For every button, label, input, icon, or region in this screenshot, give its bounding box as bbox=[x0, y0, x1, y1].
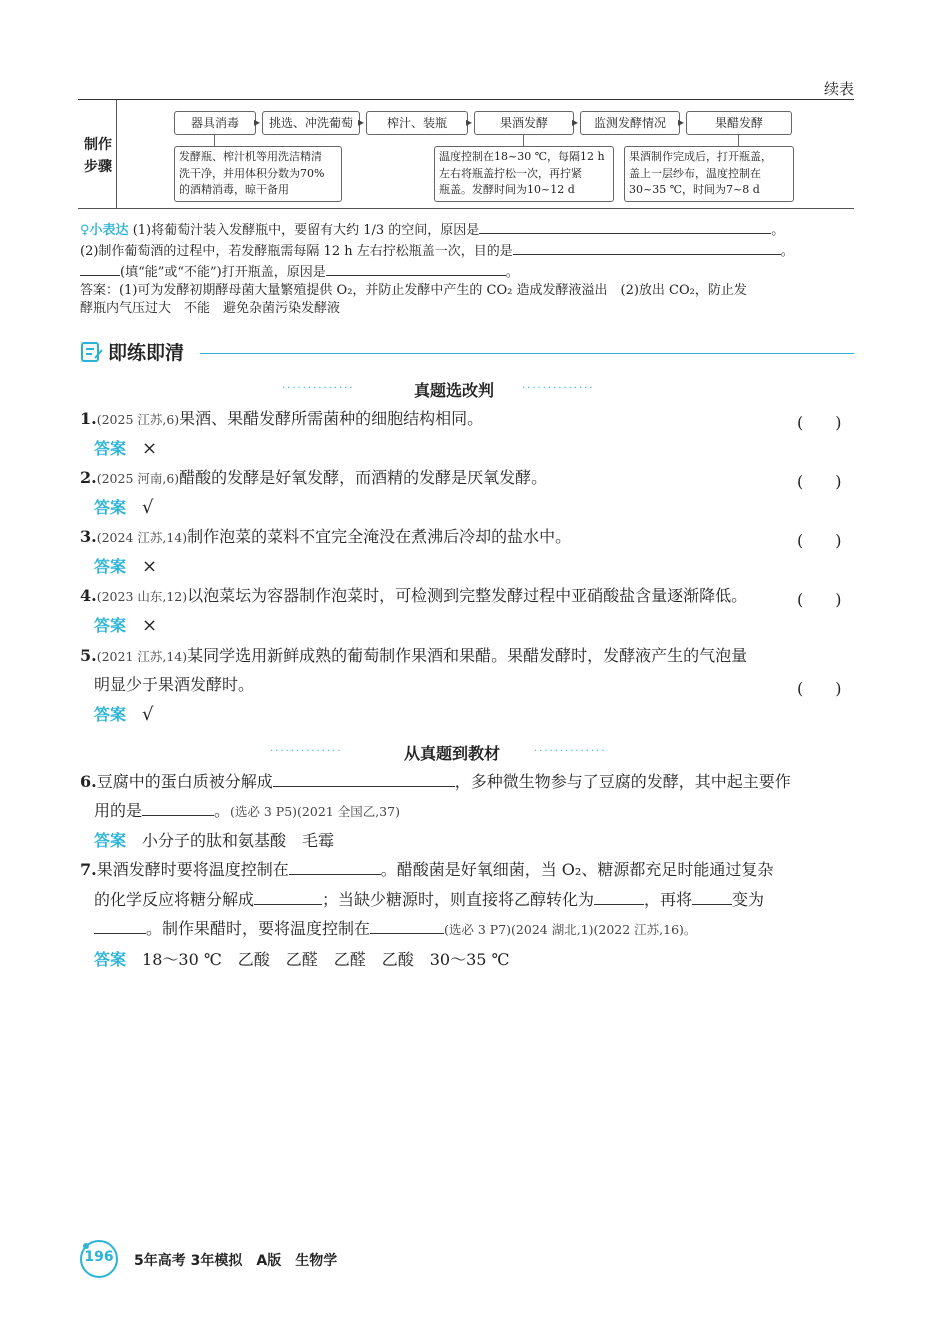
question-number: 2. bbox=[80, 468, 97, 487]
answer-label: 答案 bbox=[94, 439, 127, 458]
connector-line bbox=[214, 134, 215, 146]
arrow-right-icon: ▸ bbox=[572, 115, 579, 129]
row-label-line2: 步骤 bbox=[84, 159, 112, 175]
question-source: (选必 3 P7)(2024 湖北,1)(2022 江苏,16)。 bbox=[444, 922, 697, 937]
answer-row-6 bbox=[94, 828, 334, 851]
question-source: (2021 江苏,14) bbox=[96, 649, 188, 664]
answer-blank[interactable] bbox=[479, 219, 771, 234]
note-vinegar-fermentation bbox=[624, 146, 794, 202]
question-text: 。醋酸菌是好氧细菌，当 O₂、糖源都充足时能通过复杂 bbox=[380, 860, 774, 879]
note-line: 瓶盖。发酵时间为10~12 d bbox=[439, 183, 575, 196]
question-7-line2 bbox=[94, 886, 764, 914]
question-5-line2: 明显少于果酒发酵时。 bbox=[94, 675, 255, 694]
answer-value: √ bbox=[142, 497, 154, 518]
question-source: (2025 江苏,6) bbox=[96, 412, 180, 427]
section-title: 即练即清 bbox=[108, 342, 185, 364]
dotted-decoration: ·············· bbox=[270, 746, 343, 757]
express-answer-line2: 酵瓶内气压过大 不能 避免杂菌污染发酵液 bbox=[80, 301, 341, 316]
answer-row-4 bbox=[94, 613, 157, 636]
continued-label: 续表 bbox=[823, 80, 854, 98]
connector-line bbox=[738, 134, 739, 146]
note-line: 30~35 ℃，时间为7~8 d bbox=[629, 183, 760, 196]
question-source: (2023 山东,12) bbox=[96, 589, 188, 604]
note-line: 盖上一层纱布，温度控制在 bbox=[629, 166, 761, 180]
note-line: 发酵瓶、榨汁机等用洗洁精清 bbox=[179, 150, 322, 163]
period: 。 bbox=[780, 244, 794, 259]
table-top-rule bbox=[78, 99, 854, 100]
question-text: 醋酸的发酵是好氧发酵，而酒精的发酵是厌氧发酵。 bbox=[179, 468, 548, 487]
period: 。 bbox=[505, 265, 519, 280]
express-q1 bbox=[80, 219, 860, 242]
express-q1-text: (1)将葡萄汁装入发酵瓶中，要留有大约 1/3 的空间，原因是 bbox=[132, 223, 480, 238]
answer-value: 小分子的肽和氨基酸 毛霉 bbox=[142, 831, 335, 850]
question-text: ，再将 bbox=[644, 890, 693, 909]
answer-paren[interactable]: ( ) bbox=[797, 413, 842, 432]
question-text: ；当缺少糖源时，则直接将乙醇转化为 bbox=[322, 890, 595, 909]
answer-blank[interactable] bbox=[142, 801, 214, 816]
step-box-2: 挑选、冲洗葡萄 bbox=[262, 111, 360, 135]
answer-blank[interactable] bbox=[254, 890, 322, 905]
connector-line bbox=[523, 134, 524, 146]
table-bottom-rule bbox=[78, 208, 854, 209]
answer-blank[interactable] bbox=[326, 261, 506, 276]
question-text: ，多种微生物参与了豆腐的发酵，其中起主要作 bbox=[454, 772, 791, 791]
answer-paren[interactable]: ( ) bbox=[797, 531, 842, 550]
question-text: 变为 bbox=[732, 890, 765, 909]
answer-paren[interactable]: ( ) bbox=[797, 472, 842, 491]
answer-blank[interactable] bbox=[80, 261, 120, 276]
question-source: (选必 3 P5)(2021 全国乙,37) bbox=[230, 804, 400, 819]
question-number: 3. bbox=[80, 527, 97, 546]
question-3 bbox=[80, 523, 571, 552]
answer-label: 答案 bbox=[94, 557, 127, 576]
arrow-right-icon: ▸ bbox=[466, 115, 473, 129]
question-7-line1 bbox=[80, 856, 773, 884]
note-wine-fermentation bbox=[434, 146, 614, 202]
step-box-1: 器具消毒 bbox=[174, 111, 256, 135]
question-text: 果酒发酵时要将温度控制在 bbox=[96, 860, 289, 879]
answer-value: √ bbox=[142, 704, 154, 725]
subsection-title-2: 从真题到教材 bbox=[404, 744, 501, 763]
question-number: 4. bbox=[80, 586, 97, 605]
question-7-line3 bbox=[94, 915, 696, 944]
answer-label: 答案 bbox=[94, 616, 127, 635]
question-text: 某同学选用新鲜成熟的葡萄制作果酒和果醋。果醋发酵时，发酵液产生的气泡量 bbox=[187, 646, 748, 665]
table-row-label bbox=[80, 134, 116, 178]
express-q3-text: (填“能”或“不能”)打开瓶盖，原因是 bbox=[120, 265, 326, 280]
answer-label: 答案 bbox=[94, 705, 127, 724]
step-box-3: 榨汁、装瓶 bbox=[366, 111, 468, 135]
answer-row-5 bbox=[94, 702, 154, 725]
express-label: 小表达 bbox=[89, 223, 129, 238]
question-text: 的化学反应将糖分解成 bbox=[94, 890, 255, 909]
table-column-divider bbox=[116, 100, 117, 208]
question-number: 5. bbox=[80, 646, 97, 665]
arrow-right-icon: ▸ bbox=[358, 115, 365, 129]
page-number: 196 bbox=[84, 1249, 114, 1265]
answer-row-2 bbox=[94, 495, 154, 518]
answer-label: 答案 bbox=[94, 498, 127, 517]
section-rule bbox=[200, 353, 854, 354]
question-2 bbox=[80, 464, 547, 493]
lightbulb-icon: ♀ bbox=[80, 223, 90, 238]
dotted-decoration: ·············· bbox=[522, 383, 595, 394]
answer-value: × bbox=[142, 438, 158, 459]
answer-value: × bbox=[142, 556, 158, 577]
question-text: 。制作果醋时，要将温度控制在 bbox=[146, 919, 371, 938]
question-number: 7. bbox=[80, 860, 97, 879]
question-number: 1. bbox=[80, 409, 97, 428]
answer-blank[interactable] bbox=[94, 919, 146, 934]
answer-value: × bbox=[142, 615, 158, 636]
note-line: 果酒制作完成后，打开瓶盖， bbox=[629, 150, 772, 163]
answer-value: 18～30 ℃ 乙酸 乙醛 乙醛 乙酸 30～35 ℃ bbox=[142, 950, 510, 969]
question-source: (2024 江苏,14) bbox=[96, 530, 188, 545]
note-disinfection bbox=[174, 146, 342, 202]
note-line: 洗干净，并用体积分数为70% bbox=[179, 166, 325, 180]
arrow-right-icon: ▸ bbox=[254, 115, 261, 129]
answer-row-7 bbox=[94, 947, 509, 970]
question-4 bbox=[80, 582, 747, 611]
question-text: 以泡菜坛为容器制作泡菜时，可检测到完整发酵过程中亚硝酸盐含量逐渐降低。 bbox=[187, 586, 748, 605]
notebook-icon bbox=[80, 340, 102, 364]
question-text: 制作泡菜的菜料不宜完全淹没在煮沸后冷却的盐水中。 bbox=[187, 527, 572, 546]
answer-label: 答案 bbox=[94, 950, 127, 969]
answer-paren[interactable]: ( ) bbox=[797, 679, 842, 698]
answer-label: 答案 bbox=[94, 831, 127, 850]
answer-blank[interactable] bbox=[692, 890, 732, 905]
express-answer-line1: 答案：(1)可为发酵初期酵母菌大量繁殖提供 O₂，并防止发酵中产生的 CO₂ 造成发酵液溢出 (2)放出 CO₂，防止发 bbox=[80, 283, 747, 298]
row-label-line1: 制作 bbox=[84, 137, 112, 153]
question-number: 6. bbox=[80, 772, 97, 791]
note-line: 左右将瓶盖拧松一次，再拧紧 bbox=[439, 166, 582, 180]
answer-row-3 bbox=[94, 554, 157, 577]
note-line: 温度控制在18~30 ℃，每隔12 h bbox=[439, 150, 605, 163]
dotted-decoration: ·············· bbox=[282, 383, 355, 394]
answer-blank[interactable] bbox=[513, 240, 781, 255]
step-box-5: 监测发酵情况 bbox=[580, 111, 680, 135]
answer-paren[interactable]: ( ) bbox=[797, 590, 842, 609]
answer-row-1 bbox=[94, 436, 157, 459]
question-6-line2 bbox=[94, 797, 400, 826]
express-q2-text: (2)制作葡萄酒的过程中，若发酵瓶需每隔 12 h 左右拧松瓶盖一次，目的是 bbox=[80, 244, 513, 259]
note-line: 的酒精消毒，晾干备用 bbox=[179, 183, 289, 196]
question-5 bbox=[80, 642, 747, 671]
question-text: 果酒、果醋发酵所需菌种的细胞结构相同。 bbox=[179, 409, 484, 428]
step-box-4: 果酒发酵 bbox=[474, 111, 574, 135]
express-q2 bbox=[80, 240, 860, 263]
step-box-6: 果醋发酵 bbox=[686, 111, 792, 135]
arrow-right-icon: ▸ bbox=[678, 115, 685, 129]
dotted-decoration: ·············· bbox=[534, 746, 607, 757]
question-1 bbox=[80, 405, 483, 434]
period: 。 bbox=[771, 223, 785, 238]
question-text: 豆腐中的蛋白质被分解成 bbox=[96, 772, 273, 791]
question-6-line1 bbox=[80, 768, 791, 796]
question-source: (2025 河南,6) bbox=[96, 471, 180, 486]
answer-blank[interactable] bbox=[273, 772, 455, 787]
subsection-title-1: 真题选改判 bbox=[414, 381, 495, 400]
question-text: 用的是 bbox=[94, 801, 143, 820]
answer-blank[interactable] bbox=[370, 919, 444, 934]
book-title: 5年高考 3年模拟 A版 生物学 bbox=[134, 1253, 338, 1269]
answer-blank[interactable] bbox=[594, 890, 644, 905]
answer-blank[interactable] bbox=[289, 860, 381, 875]
question-text: 。 bbox=[214, 801, 231, 820]
